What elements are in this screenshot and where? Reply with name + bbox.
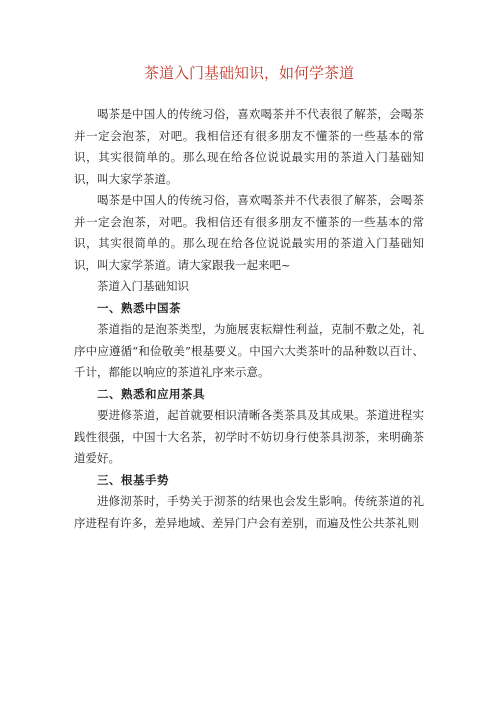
- document-page: [74, 60, 424, 534]
- section-heading-2: 二、熟悉和应用茶具: [97, 386, 205, 401]
- intro-paragraph-2: 喝茶是中国人的传统习俗，喜欢喝茶并不代表很了解茶，会喝茶并一定会泡茶，对吧。我相信还有很多朋友不懂茶的一些基本的常识，其实很简单的。那么现在给各位说说最实用的茶道入门基础知识，叫大家学茶道。请大家跟我一起来吧~: [74, 193, 424, 272]
- section-heading-3: 三、根基手势: [97, 472, 169, 487]
- section-label: 茶道入门基础知识: [97, 279, 189, 293]
- section-body-1: 茶道指的是泡茶类型，为施展衷耘辯性利益，克制不敷之处，礼序中应遵循“和俭敬美”根基要义。中国六大类茶叶的品种数以百计、千计，都能以响应的茶道礼序来示意。: [74, 322, 424, 379]
- section-heading-1: 一、熟悉中国茶: [97, 300, 181, 315]
- document-title: 茶道入门基础知识，如何学茶道: [143, 64, 354, 82]
- section-body-2: 要进修茶道，起首就要相识清晰各类茶具及其成果。茶道进程实践性很强，中国十大名茶，初学时不妨切身行使茶具沏茶，来明确茶道爱好。: [74, 408, 424, 465]
- intro-paragraph-1: 喝茶是中国人的传统习俗，喜欢喝茶并不代表很了解茶，会喝茶并一定会泡茶，对吧。我相信还有很多朋友不懂茶的一些基本的常识，其实很简单的。那么现在给各位说说最实用的茶道入门基础知识，叫大家学茶道。: [74, 107, 424, 186]
- section-body-3: 进修沏茶时，手势关于沏茶的结果也会发生影响。传统茶道的礼序进程有许多，差异地域、差异门户会有差别，而遍及性公共茶礼则: [74, 494, 424, 530]
